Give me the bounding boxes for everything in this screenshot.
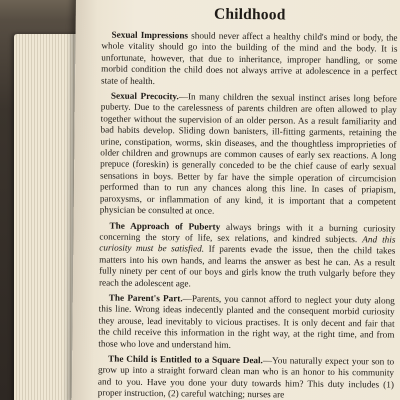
section-text: —You naturally expect your son to grow up into a straight forward clean man who is an honor to his community and to you. Have you done your duty towards him? This duty includes (1) proper instruction, (2) careful watching; nurses are: [97, 355, 395, 400]
section-text-after: If parents evade the issue, then the child takes matters into his own hands, and learns the answer as best he can. As a result fully ninety per cent of our boys and girls know the truth vulgarly before they reach the adolescent age.: [98, 243, 396, 288]
section-square-deal: [98, 353, 394, 400]
section-heading: Sexual Precocity.: [110, 90, 179, 102]
section-sexual-impressions: [101, 30, 398, 90]
page-content: [98, 5, 398, 400]
section-approach-of-puberty: [99, 220, 396, 292]
section-text: —Parents, you cannot afford to neglect your duty along this line. Wrong ideas indecently planted and the consequent morbid curiosity they arouse, lead inevitably to vicious practises. It is only decent and fair that the child receive this information in the right way, at the right time, and from those who love and understand him.: [98, 293, 395, 350]
section-sexual-precocity: [100, 91, 397, 220]
section-text: always brings with it a burning curiosity concerning the story of life, sex relations, and kindred subjects.: [99, 221, 396, 245]
section-text: should never affect a healthy child's mind or body, the whole vitality should go into the building of the mind and the body. It is unfortunate, however, that due to inheritance, improper handling, or some morbid condition the child does not always arrive at adolescence in a perfect state of health.: [101, 30, 398, 86]
section-heading: The Approach of Puberty: [109, 220, 221, 232]
section-heading: The Child is Entitled to a Square Deal.: [108, 353, 263, 366]
section-parents-part: [98, 292, 395, 352]
book-page: [72, 0, 400, 400]
section-emphasis: And this curiosity must be satisfied.: [99, 234, 396, 254]
section-heading: The Parent's Part.: [108, 292, 183, 304]
chapter-title: Childhood: [213, 5, 286, 24]
section-text: —In many children the sexual instinct arises long before puberty. Due to the carelessness of parents children are often allowed to play together without the supervision of an older person. As a result familiarity and bad habits develop. Sliding down banisters, ill-fitting garments, retaining the urine, constipation, worms, skin diseases, and the thoughtless improprieties of older children and grownups are common causes of early sex reactions. A long prepuce (foreskin) is generally conceded to be the chief cause of early sexual sensations in boys. Better by far have the simple operation of circumcision performed than to run any chances along this line. In cases of priapism, paroxysms, or inflammation of any kind, it is important that a competent physician be consulted at once.: [99, 91, 397, 216]
section-heading: Sexual Impressions: [111, 29, 189, 41]
